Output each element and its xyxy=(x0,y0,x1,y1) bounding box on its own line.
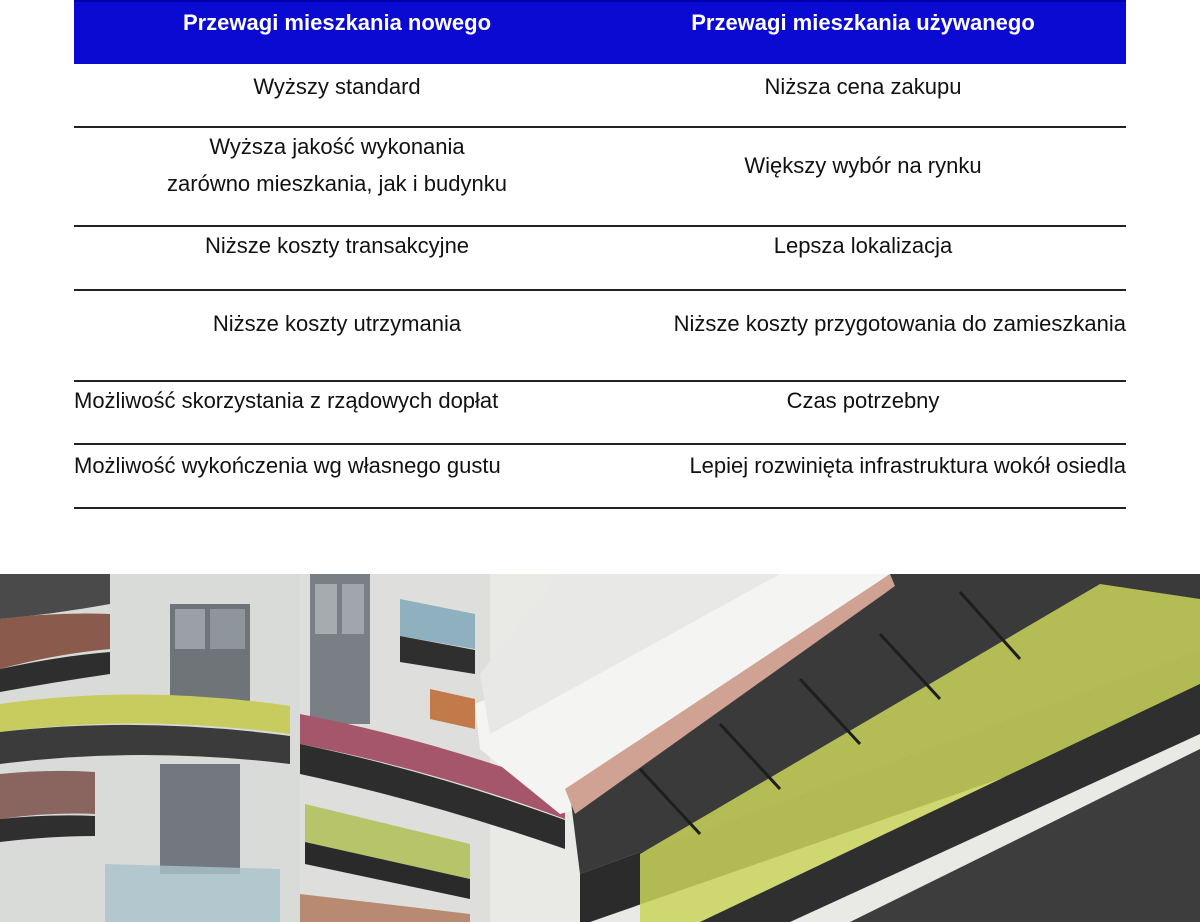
table-row xyxy=(74,445,1126,509)
table-row xyxy=(74,227,1126,291)
cell-used: Większy wybór na rynku xyxy=(744,153,982,178)
cell-new: Wyższa jakość wykonania zarówno mieszkania, jak i budynku xyxy=(167,134,507,196)
cell-new: Niższe koszty transakcyjne xyxy=(204,233,470,258)
cell-used: Lepsza lokalizacja xyxy=(773,233,953,258)
table-row xyxy=(74,291,1126,382)
cell-new: Wyższy standard xyxy=(253,74,421,99)
table-row xyxy=(74,128,1126,227)
advantages-table xyxy=(74,0,1126,509)
cell-new: Niższe koszty utrzymania xyxy=(212,311,462,336)
cell-used: Lepiej rozwinięta infrastruktura wokół osiedla xyxy=(689,453,1126,478)
table-row xyxy=(74,64,1126,128)
cell-used: Czas potrzebny xyxy=(786,388,940,413)
cell-new: Możliwość skorzystania z rządowych dopłat xyxy=(74,388,499,413)
cell-new: Możliwość wykończenia wg własnego gustu xyxy=(74,453,501,478)
header-used: Przewagi mieszkania używanego xyxy=(691,10,1035,35)
table-header xyxy=(74,0,1126,64)
building-photo xyxy=(0,574,1200,922)
header-new: Przewagi mieszkania nowego xyxy=(182,10,492,35)
cell-used: Niższa cena zakupu xyxy=(764,74,962,99)
cell-used: Niższe koszty przygotowania do zamieszkania xyxy=(673,311,1126,336)
table-row xyxy=(74,382,1126,445)
